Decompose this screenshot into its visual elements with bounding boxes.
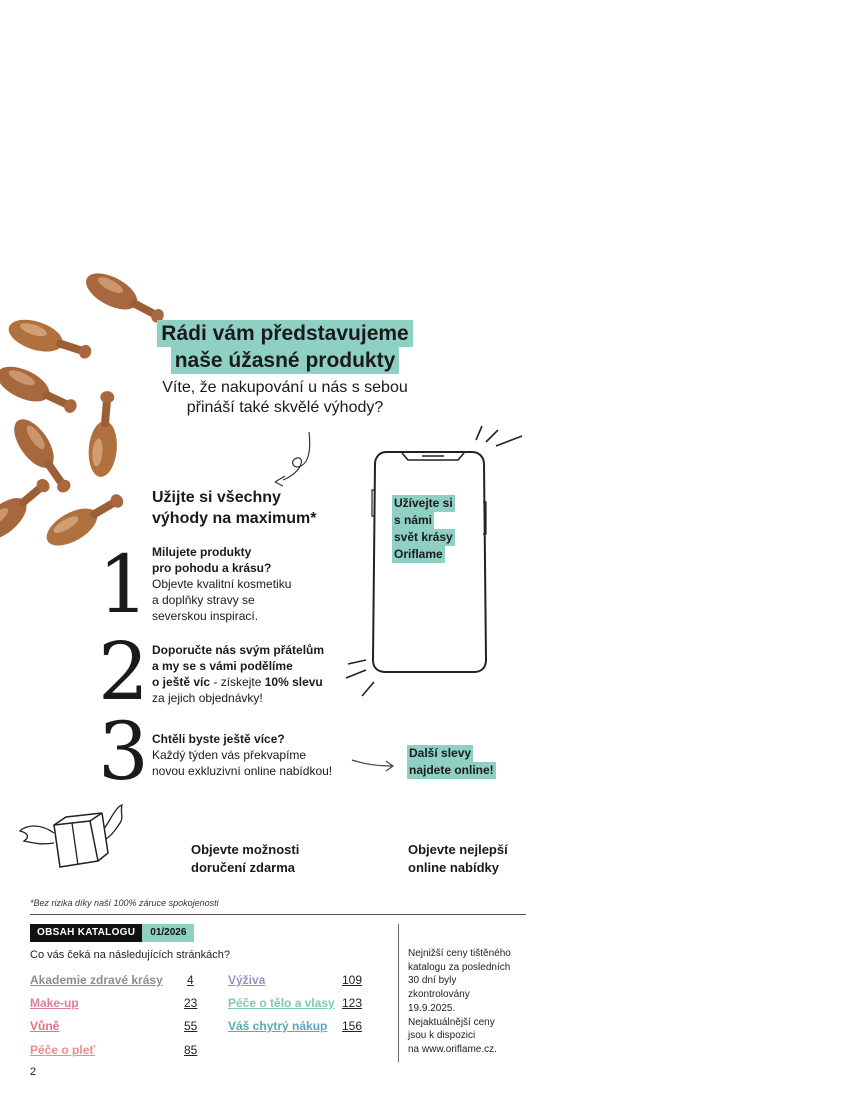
toc-page-link[interactable]: 23 [184, 996, 198, 1010]
free-delivery-cta[interactable] [191, 841, 299, 877]
online-offers-callout [407, 745, 496, 779]
toc-link[interactable]: Péče o tělo a vlasy [228, 996, 335, 1010]
benefits-heading-line: výhody na maximum* [152, 510, 317, 527]
toc-page-link[interactable]: 109 [342, 973, 363, 987]
step-text-line: Každý týden vás překvapíme [152, 748, 307, 762]
cta-line: Objevte možnosti [191, 842, 300, 857]
phone-screen-text [392, 495, 455, 563]
phone-text-line: s námi [394, 513, 433, 527]
toc-link[interactable]: Make-up [30, 996, 79, 1010]
price-note-line: Nejaktuálnější ceny [408, 1016, 495, 1028]
price-note-line: katalogu za posledních [408, 961, 511, 973]
step-text-line: a doplňky stravy se [152, 593, 255, 607]
offers-line: Další slevy [409, 746, 472, 760]
benefits-heading-line: Užijte si všechny [152, 489, 281, 506]
toc-issue: 01/2026 [142, 924, 194, 942]
toc-page-link[interactable]: 156 [342, 1019, 363, 1033]
toc-page-link[interactable]: 55 [184, 1019, 198, 1033]
price-note-line: 30 dní byly [408, 975, 457, 987]
step-1-text [152, 544, 362, 624]
capsule-image [0, 358, 82, 422]
step-bold-line: Chtěli byste ještě více? [152, 732, 285, 746]
divider [30, 914, 526, 915]
arrow-right-icon [350, 752, 396, 774]
step-text-line: Objevte kvalitní kosmetiku [152, 577, 292, 591]
step-bold-line: Milujete produkty [152, 545, 252, 559]
step-text-line: za jejich objednávky! [152, 691, 263, 705]
page-title [150, 320, 420, 374]
step-bold-inline: o ještě víc [152, 675, 211, 689]
capsule-image [85, 390, 123, 480]
step-inline-text: - získejte [210, 675, 265, 689]
toc-question: Co vás čeká na následujících stránkách? [30, 949, 230, 961]
step-3-text [152, 731, 372, 779]
step-number: 2 [98, 625, 149, 718]
winged-gift-icon [16, 803, 126, 873]
step-number: 3 [98, 705, 149, 798]
toc-link[interactable]: Výživa [228, 973, 266, 987]
benefits-heading [152, 487, 352, 529]
step-bold-line: a my se s vámi podělíme [152, 659, 293, 673]
curly-arrow-icon [265, 430, 325, 490]
page-number: 2 [30, 1066, 37, 1078]
step-text-line: novou exkluzivní online nabídkou! [152, 764, 333, 778]
page-subtitle [150, 378, 420, 418]
toc-page-link[interactable]: 123 [342, 996, 363, 1010]
price-note [408, 947, 528, 1057]
cta-line: online nabídky [408, 860, 500, 875]
toc-link[interactable]: Váš chytrý nákup [228, 1019, 328, 1033]
cta-line: doručení zdarma [191, 860, 296, 875]
title-line: Rádi vám představujeme [157, 320, 412, 347]
divider [398, 924, 399, 1062]
discount-text: 10% slevu [264, 675, 323, 689]
toc-page-link[interactable]: 85 [184, 1043, 198, 1057]
subtitle-line: Víte, že nakupování u nás s sebou [162, 379, 408, 396]
toc-link[interactable]: Vůně [30, 1019, 60, 1033]
footnote: *Bez rizika díky naší 100% záruce spokojenosti [30, 898, 219, 908]
phone-text-line: Užívejte si [394, 496, 453, 510]
toc-link[interactable]: Akademie zdravé krásy [30, 973, 163, 987]
phone-text-line: svět krásy [394, 530, 453, 544]
price-note-line: zkontrolovány [408, 989, 470, 1001]
step-number: 1 [98, 538, 149, 631]
price-note-line: Nejnižší ceny tištěného [408, 948, 511, 959]
price-note-line: jsou k dispozici [408, 1030, 476, 1042]
step-bold-line: Doporučte nás svým přátelům [152, 643, 325, 657]
price-note-line: na www.oriflame.cz. [408, 1043, 497, 1055]
title-line: naše úžasné produkty [171, 347, 400, 374]
capsule-image [3, 312, 96, 368]
step-text-line: severskou inspirací. [152, 609, 259, 623]
step-bold-line: pro pohodu a krásu? [152, 561, 272, 575]
price-note-line: 19.9.2025. [408, 1002, 456, 1014]
cta-line: Objevte nejlepší [408, 842, 508, 857]
offers-line: najdete online! [409, 763, 494, 777]
phone-text-line: Oriflame [394, 547, 443, 561]
toc-label: OBSAH KATALOGU [30, 924, 142, 942]
online-offers-cta[interactable] [408, 841, 508, 877]
subtitle-line: přináší také skvělé výhody? [186, 399, 384, 416]
toc-header [30, 924, 194, 942]
toc-link[interactable]: Péče o pleť [30, 1043, 96, 1057]
toc-page-link[interactable]: 4 [187, 973, 194, 987]
